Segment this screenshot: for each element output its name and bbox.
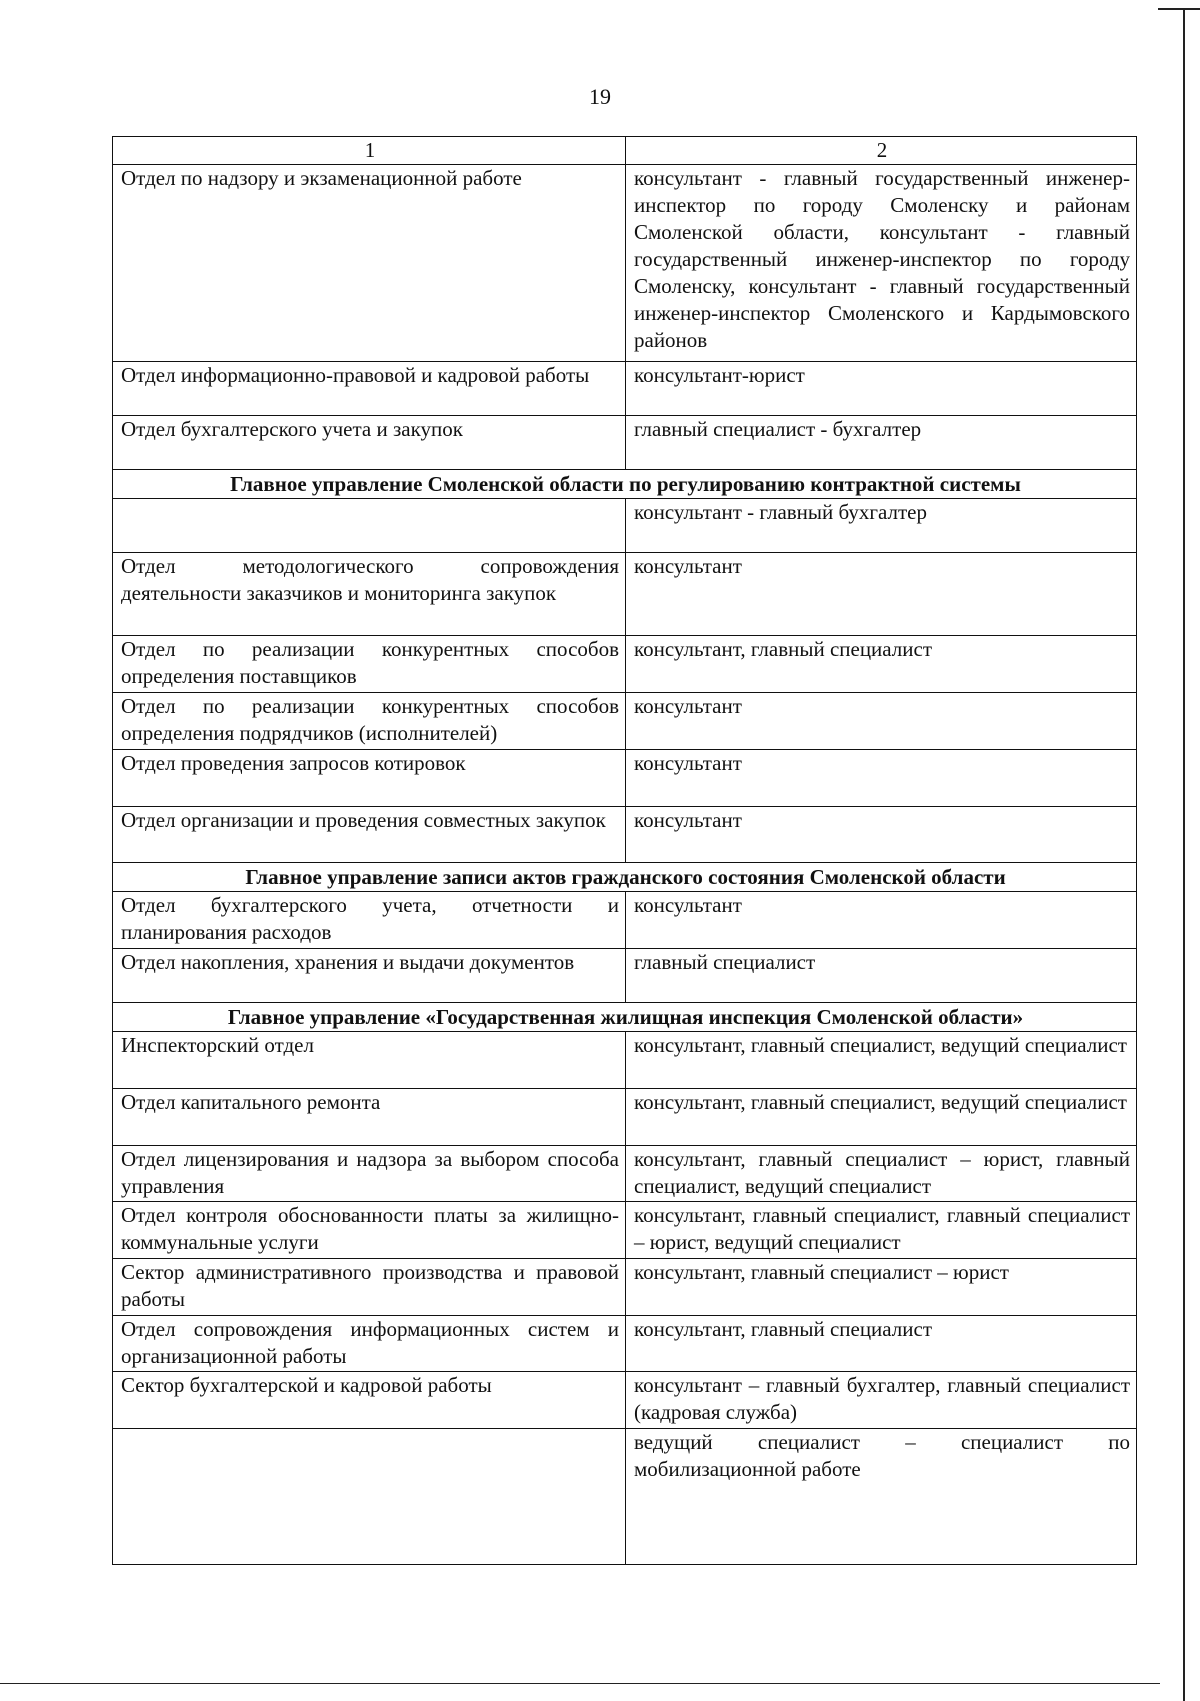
positions-cell: ведущий специалист – специалист по мобилизационной работе [626, 1429, 1137, 1565]
table-row [113, 165, 1137, 362]
positions-cell: консультант, главный специалист – юрист [626, 1259, 1137, 1316]
department-cell: Отдел информационно-правовой и кадровой работы [113, 362, 626, 416]
positions-cell: консультант [626, 553, 1137, 636]
department-cell: Инспекторский отдел [113, 1032, 626, 1089]
table-row [113, 949, 1137, 1003]
table-row [113, 1316, 1137, 1372]
section-heading: Главное управление записи актов гражданского состояния Смоленской области [113, 863, 1137, 892]
department-cell [113, 499, 626, 553]
table-row [113, 807, 1137, 863]
positions-cell: главный специалист - бухгалтер [626, 416, 1137, 470]
positions-cell: консультант [626, 693, 1137, 750]
positions-cell: консультант, главный специалист, ведущий специалист [626, 1032, 1137, 1089]
department-cell [113, 1429, 626, 1565]
department-cell: Отдел по реализации конкурентных способов определения поставщиков [113, 636, 626, 693]
positions-cell: консультант-юрист [626, 362, 1137, 416]
table-row [113, 1429, 1137, 1565]
table-row [113, 750, 1137, 807]
department-cell: Отдел методологического сопровождения деятельности заказчиков и мониторинга закупок [113, 553, 626, 636]
department-cell: Отдел лицензирования и надзора за выбором способа управления [113, 1146, 626, 1202]
department-cell: Сектор бухгалтерской и кадровой работы [113, 1372, 626, 1429]
table-row [113, 693, 1137, 750]
department-cell: Отдел капитального ремонта [113, 1089, 626, 1146]
table-row [113, 1089, 1137, 1146]
positions-cell: консультант - главный государственный инженер-инспектор по городу Смоленску и районам Смоленской области, консультант - главный государственный инженер-инспектор по городу Смоленску, консультант - главный государственный инженер-инспектор Смоленского и Кардымовского районов [626, 165, 1137, 362]
department-cell: Отдел по надзору и экзаменационной работе [113, 165, 626, 362]
section-heading-row [113, 470, 1137, 499]
table-row [113, 1202, 1137, 1259]
department-cell: Сектор административного производства и правовой работы [113, 1259, 626, 1316]
table-row [113, 499, 1137, 553]
table-header-row [113, 137, 1137, 165]
table-row [113, 362, 1137, 416]
scan-edge-line-bottom [0, 1683, 1160, 1684]
department-cell: Отдел накопления, хранения и выдачи документов [113, 949, 626, 1003]
page-number: 19 [589, 84, 611, 109]
positions-cell: консультант, главный специалист – юрист, главный специалист, ведущий специалист [626, 1146, 1137, 1202]
column-header-1: 1 [113, 137, 626, 165]
positions-cell: консультант – главный бухгалтер, главный специалист (кадровая служба) [626, 1372, 1137, 1429]
table-row [113, 892, 1137, 949]
table-row [113, 416, 1137, 470]
section-heading-row [113, 1003, 1137, 1032]
table-row [113, 553, 1137, 636]
positions-cell: консультант, главный специалист, главный специалист – юрист, ведущий специалист [626, 1202, 1137, 1259]
positions-cell: консультант, главный специалист [626, 1316, 1137, 1372]
section-heading-row [113, 863, 1137, 892]
table-row [113, 1372, 1137, 1429]
section-heading: Главное управление «Государственная жилищная инспекция Смоленской области» [113, 1003, 1137, 1032]
department-cell: Отдел контроля обоснованности платы за жилищно-коммунальные услуги [113, 1202, 626, 1259]
scan-edge-line-top [1158, 8, 1200, 10]
department-cell: Отдел бухгалтерского учета и закупок [113, 416, 626, 470]
section-heading: Главное управление Смоленской области по регулированию контрактной системы [113, 470, 1137, 499]
department-cell: Отдел проведения запросов котировок [113, 750, 626, 807]
positions-cell: консультант [626, 892, 1137, 949]
positions-cell: главный специалист [626, 949, 1137, 1003]
column-header-2: 2 [626, 137, 1137, 165]
department-cell: Отдел организации и проведения совместных закупок [113, 807, 626, 863]
staff-positions-table [112, 136, 1137, 1565]
table-row [113, 1259, 1137, 1316]
department-cell: Отдел бухгалтерского учета, отчетности и планирования расходов [113, 892, 626, 949]
scan-edge-line-right [1183, 10, 1185, 1701]
department-cell: Отдел сопровождения информационных систем и организационной работы [113, 1316, 626, 1372]
positions-cell: консультант - главный бухгалтер [626, 499, 1137, 553]
table-row [113, 1032, 1137, 1089]
table-row [113, 636, 1137, 693]
department-cell: Отдел по реализации конкурентных способов определения подрядчиков (исполнителей) [113, 693, 626, 750]
positions-cell: консультант [626, 750, 1137, 807]
table-row [113, 1146, 1137, 1202]
positions-cell: консультант, главный специалист [626, 636, 1137, 693]
positions-cell: консультант, главный специалист, ведущий специалист [626, 1089, 1137, 1146]
positions-cell: консультант [626, 807, 1137, 863]
